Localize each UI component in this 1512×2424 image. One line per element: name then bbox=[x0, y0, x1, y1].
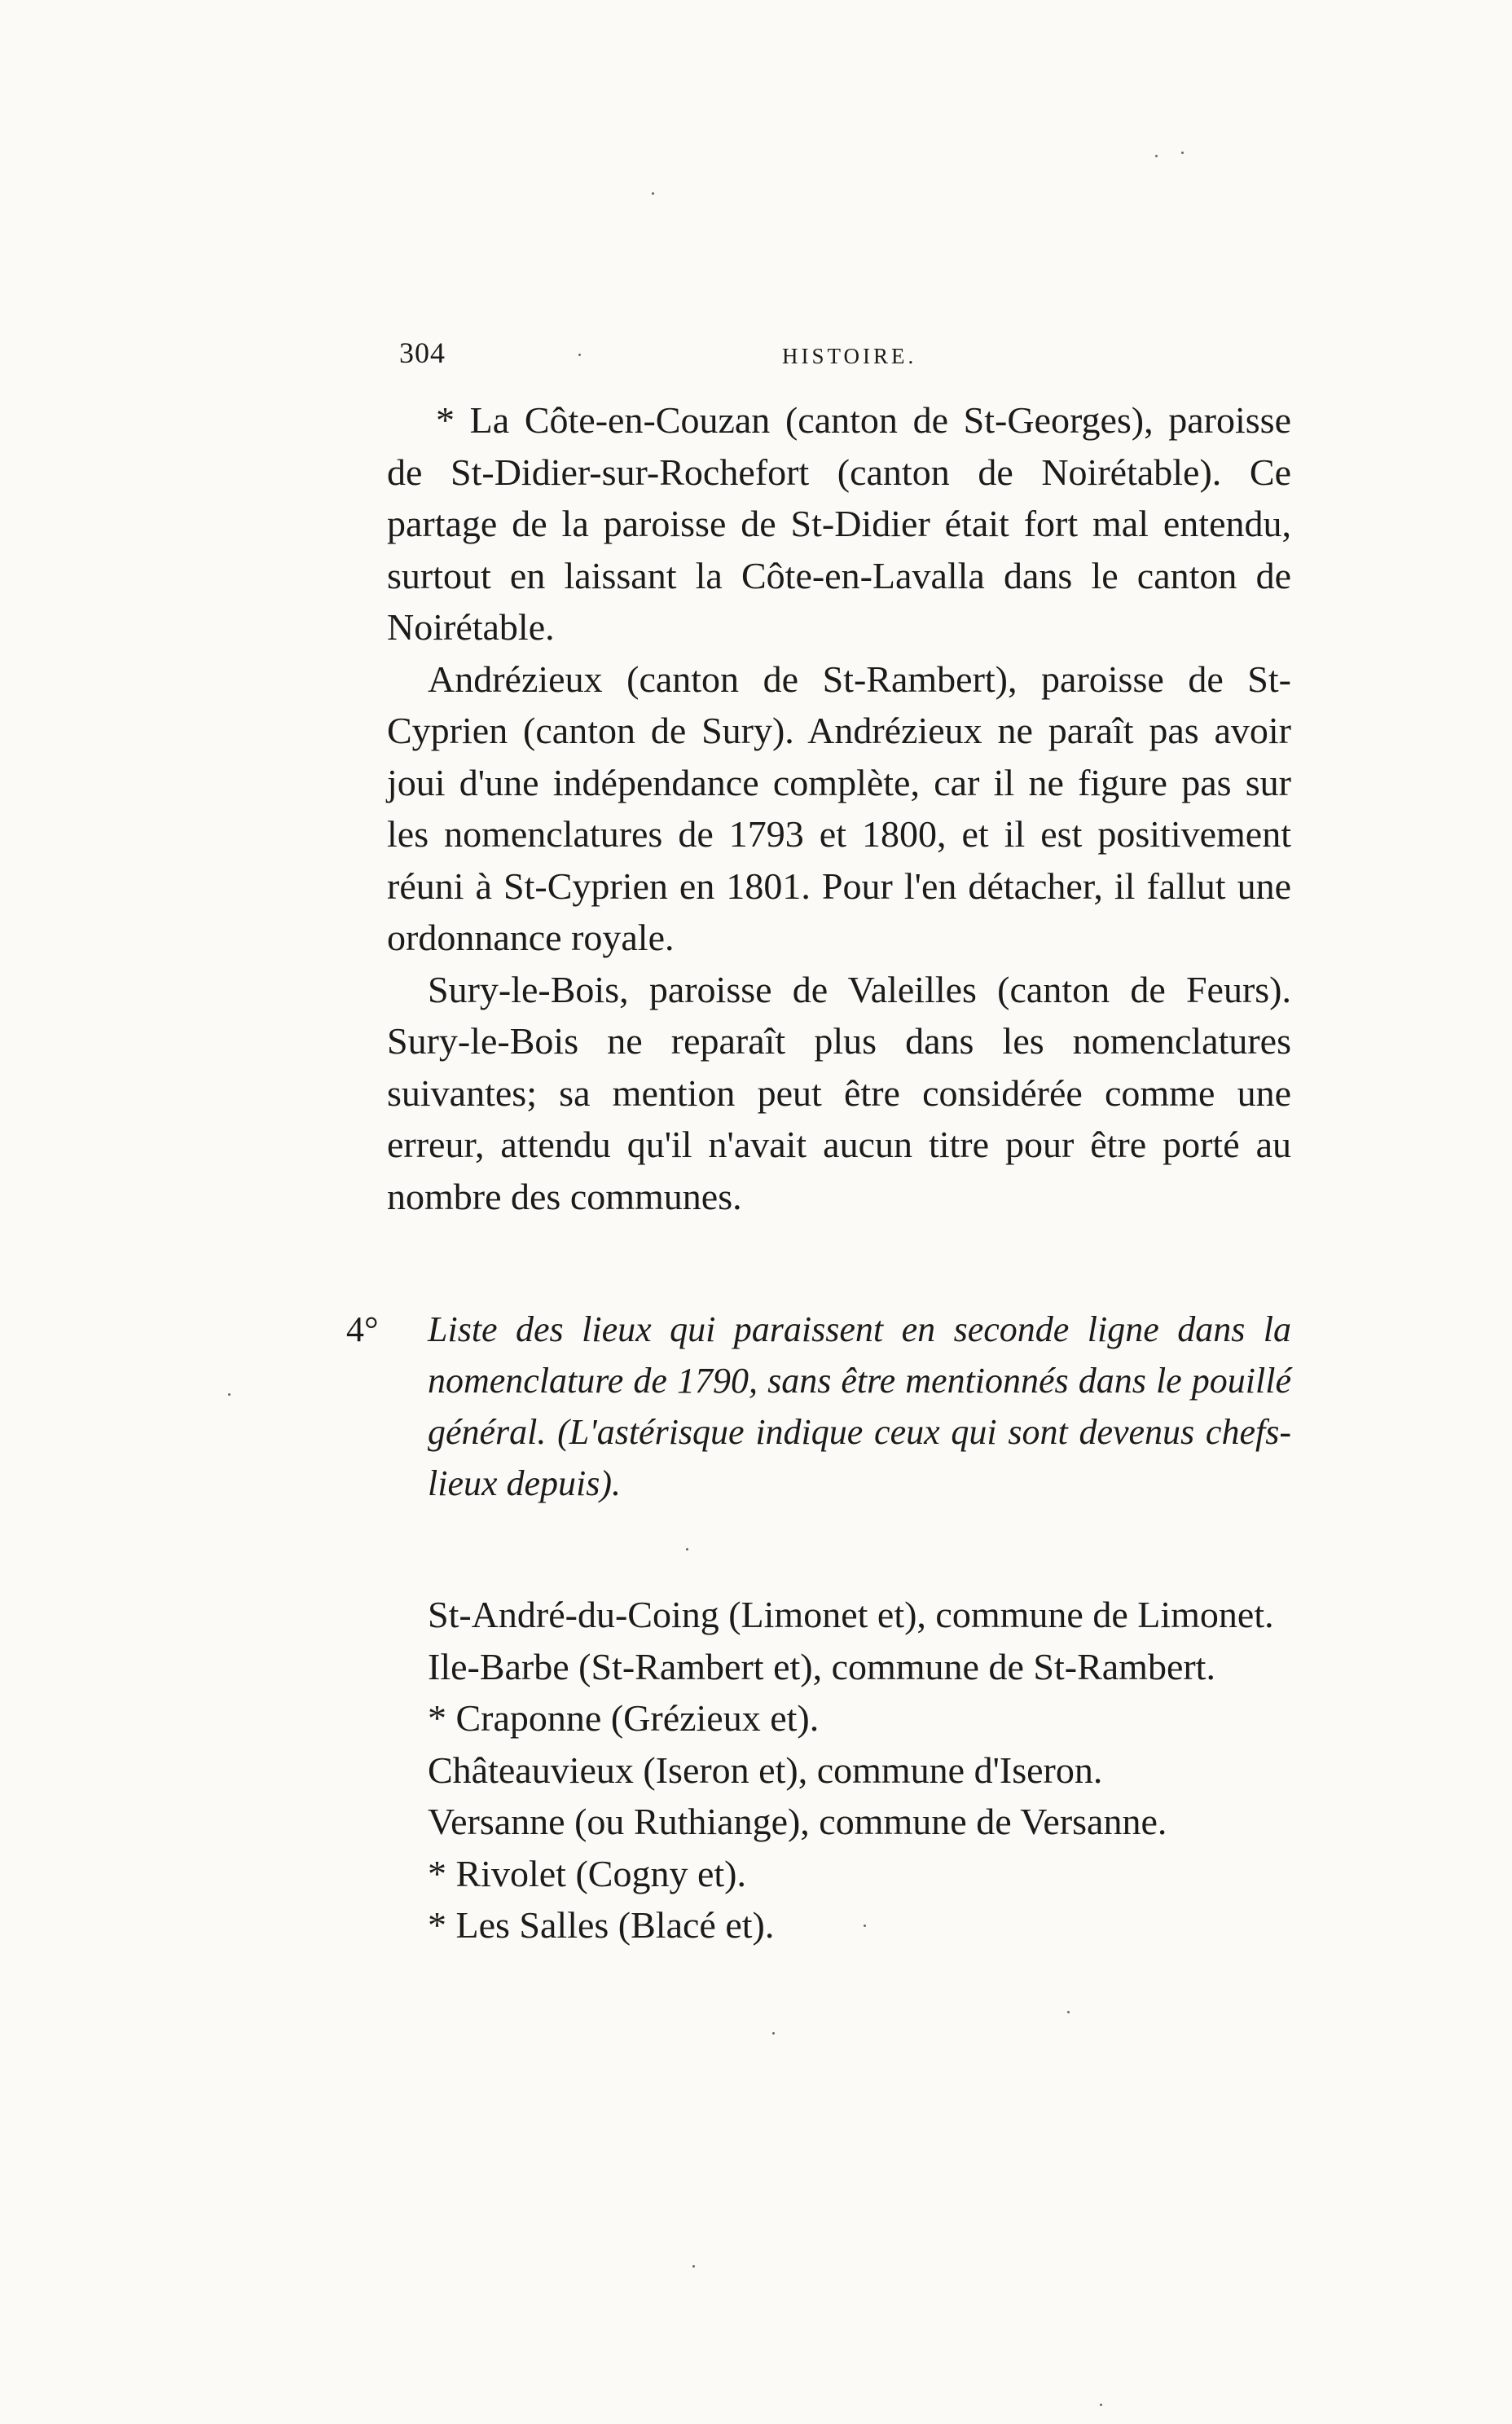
list-item: St-André-du-Coing (Limonet et), commune de Limonet. bbox=[428, 1594, 1274, 1635]
paper-speck bbox=[228, 1393, 231, 1396]
paper-speck bbox=[686, 1548, 688, 1551]
list-item: * Les Salles (Blacé et). bbox=[428, 1904, 775, 1946]
paragraph-sury-le-bois: Sury-le-Bois, paroisse de Valeilles (canton de Feurs). Sury-le-Bois ne reparaît plus dans les nomenclatures suivantes; sa mention peut être considérée comme une erreur, attendu qu'il n'avait aucun titre pour être porté au nombre des communes. bbox=[387, 968, 1291, 1217]
section-heading-text: Liste des lieux qui paraissent en seconde ligne dans la nomenclature de 1790, sans être mentionnés dans le pouillé général. (L'astérisque indique ceux qui sont devenus chefs-lieux depuis). bbox=[428, 1309, 1291, 1503]
paper-speck bbox=[652, 192, 654, 195]
body-text bbox=[387, 394, 1291, 1222]
paper-speck bbox=[578, 354, 581, 356]
paper-speck bbox=[692, 2265, 695, 2268]
list-item: Versanne (ou Ruthiange), commune de Versanne. bbox=[428, 1801, 1167, 1842]
section-number: 4° bbox=[346, 1309, 379, 1349]
list-item: Châteauvieux (Iseron et), commune d'Iseron. bbox=[428, 1749, 1103, 1791]
paper-speck bbox=[1155, 155, 1158, 157]
paper-speck bbox=[1067, 2011, 1070, 2013]
section-heading bbox=[346, 1304, 1291, 1509]
paper-speck bbox=[1181, 152, 1184, 154]
page-number: 304 bbox=[399, 337, 446, 369]
list-item: * Craponne (Grézieux et). bbox=[428, 1697, 820, 1739]
running-head: HISTOIRE. bbox=[782, 344, 917, 368]
list-item: * Rivolet (Cogny et). bbox=[428, 1852, 746, 1894]
list-item: Ile-Barbe (St-Rambert et), commune de St-Rambert. bbox=[428, 1645, 1215, 1687]
paper-speck bbox=[864, 1925, 866, 1927]
entries-list bbox=[387, 1589, 1291, 1951]
paper-speck bbox=[772, 2032, 775, 2035]
paper-speck bbox=[1100, 2404, 1102, 2406]
page-header bbox=[399, 336, 1295, 385]
paragraph-andrezieux: Andrézieux (canton de St-Rambert), paroisse de St-Cyprien (canton de Sury). Andrézieux ne paraît pas avoir joui d'une indépendance complète, car il ne figure pas sur les nomenclatures de 1793 et 1800, et il est positivement réuni à St-Cyprien en 1801. Pour l'en détacher, il fallut une ordonnance royale. bbox=[387, 658, 1291, 958]
paragraph-cote-en-couzan: * La Côte-en-Couzan (canton de St-Georges), paroisse de St-Didier-sur-Rochefort (canton de Noirétable). Ce partage de la paroisse de St-Didier était fort mal entendu, surtout en laissant la Côte-en-Lavalla dans le canton de Noirétable. bbox=[387, 399, 1291, 648]
section-heading-block bbox=[346, 1304, 1291, 1509]
